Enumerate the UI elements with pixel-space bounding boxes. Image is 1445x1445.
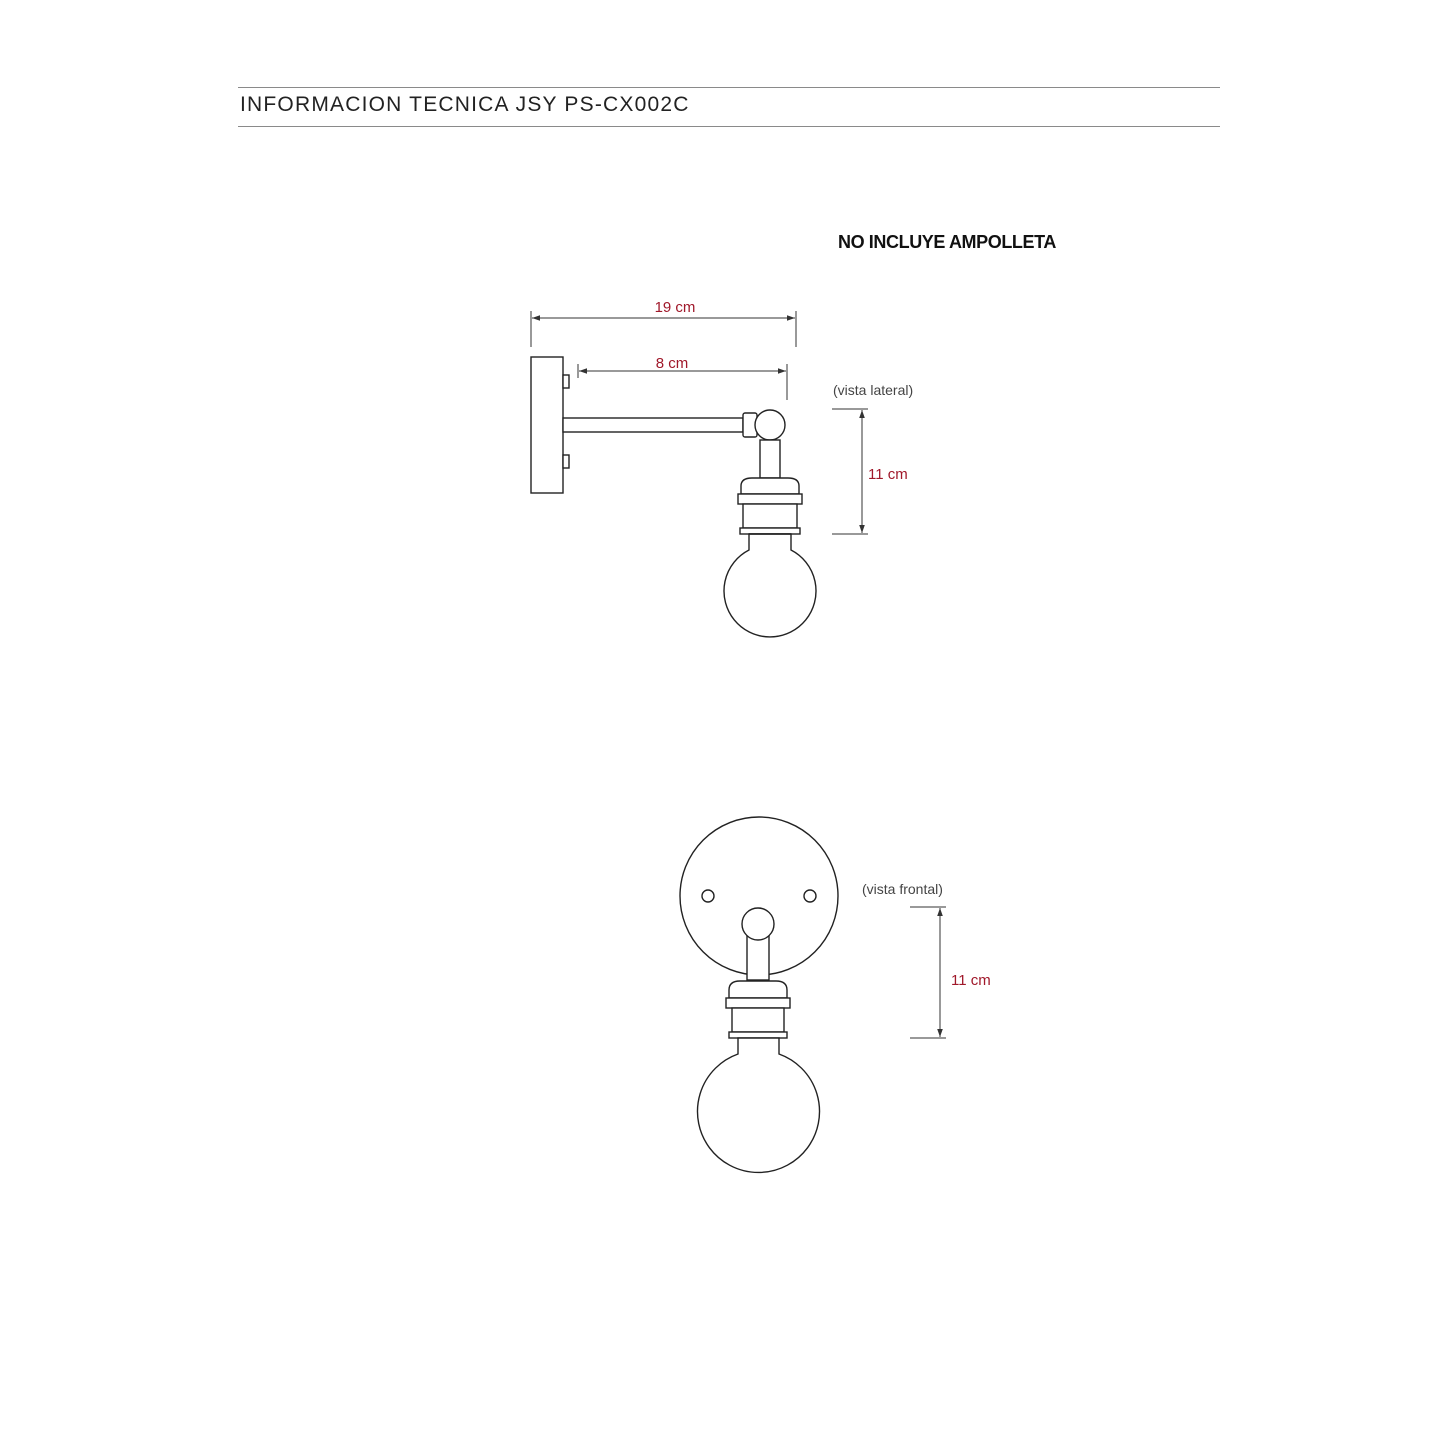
front-socket-ring (726, 998, 790, 1008)
arm-side (563, 418, 743, 432)
front-socket-body (732, 1008, 784, 1032)
side-dim-height-label: 11 cm (868, 466, 908, 483)
front-view-dimensions (862, 881, 991, 1038)
dim-arm-length-label: 8 cm (655, 355, 689, 372)
socket-ring (738, 494, 802, 504)
front-dim-height-label: 11 cm (951, 972, 991, 989)
page-title: INFORMACION TECNICA JSY PS-CX002C (240, 93, 690, 116)
bulb-not-included-note: NO INCLUYE AMPOLLETA (838, 232, 1056, 252)
screw-bottom (563, 455, 569, 468)
side-view-caption: (vista lateral) (833, 382, 914, 398)
front-view-caption: (vista frontal) (862, 881, 943, 897)
screw-top (563, 375, 569, 388)
front-socket-cap (729, 981, 787, 998)
wall-plate-side (531, 357, 563, 493)
mount-hole-right (804, 890, 816, 902)
socket-cap (741, 478, 799, 494)
socket-base-ring (740, 528, 800, 534)
mount-hole-left (702, 890, 714, 902)
front-view-drawing (680, 817, 838, 1172)
side-view-dimensions (531, 299, 913, 534)
vertical-tube (760, 440, 780, 478)
dim-total-width-label: 19 cm (654, 299, 696, 316)
joint-knuckle (755, 410, 785, 440)
bulb-front (698, 1038, 820, 1172)
socket-body (743, 504, 797, 528)
front-knuckle (742, 908, 774, 940)
front-socket-base-ring (729, 1032, 787, 1038)
side-view-drawing (531, 357, 816, 637)
bulb-side (724, 534, 816, 637)
